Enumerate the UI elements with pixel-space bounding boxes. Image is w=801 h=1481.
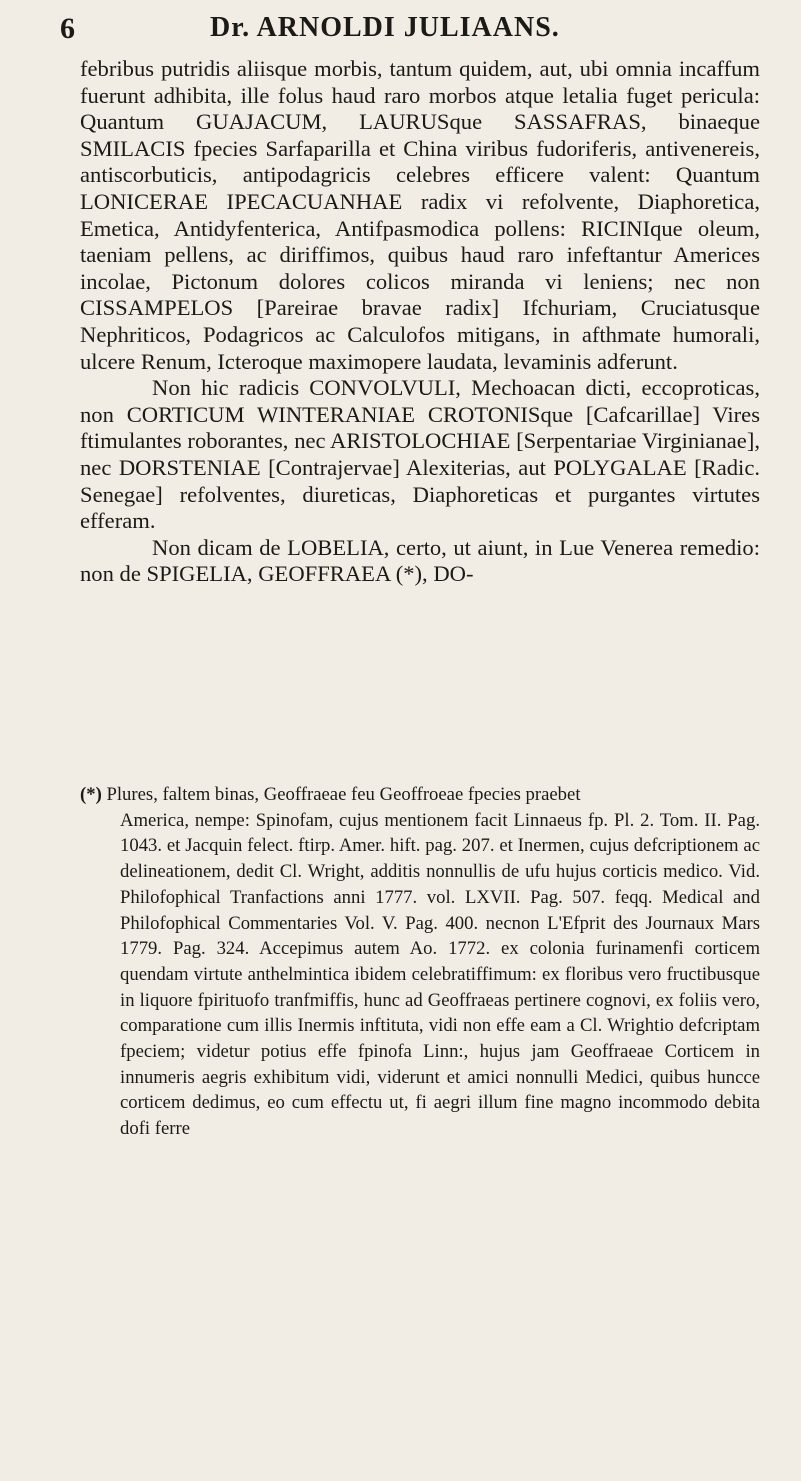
footnote-line-1: Plures, faltem binas, Geoffraeae feu Geoffroeae fpecies praebet bbox=[106, 784, 581, 805]
paragraph-2: Non hic radicis CONVOLVULI, Mechoacan dicti, eccoproticas, non CORTICUM WINTERANIAE CROTONISque [Cafcarillae] Vires ftimulantes roborantes, nec ARISTOLOCHIAE [Serpentariae Virginianae], nec DORSTENIAE [Contrajervae] Alexiterias, aut POLYGALAE [Radic. Senegae] refolventes, diureticas, Diaphoreticas et purgantes virtutes efferam. bbox=[80, 375, 760, 534]
running-head: Dr. ARNOLDI JULIAANS. bbox=[210, 12, 560, 43]
footnote-first-line bbox=[80, 782, 760, 808]
footnote bbox=[80, 782, 760, 1142]
paragraph-1: febribus putridis aliisque morbis, tantum quidem, aut, ubi omnia incaffum fuerunt adhibita, ille folus haud raro morbos atque letalia fuget pericula: Quantum GUAJACUM, LAURUSque SASSAFRAS, binaeque SMILACIS fpecies Sarfaparilla et China viribus fudoriferis, antivenereis, antiscorbuticis, antipodagricis celebres efficere valent: Quantum LONICERAE IPECACUANHAE radix vi refolvente, Diaphoretica, Emetica, Antidyfenterica, Antifpasmodica pollens: RICINIque oleum, taeniam pellens, ac diriffimos, quibus haud raro infeftantur Americes incolae, Pictonum dolores colicos miranda vi leniens; nec non CISSAMPELOS [Pareirae bravae radix] Ifchuriam, Cruciatusque Nephriticos, Podagricos ac Calculofos mitigans, in afthmate humorali, ulcere Renum, Icteroque maximopere laudata, levaminis adferunt. bbox=[80, 56, 760, 374]
footnote-body: America, nempe: Spinofam, cujus mentionem facit Linnaeus fp. Pl. 2. Tom. II. Pag. 1043. et Jacquin felect. ftirp. Amer. hift. pag. 207. et Inermen, cujus defcriptionem ac delineationem, dedit Cl. Wright, additis nonnullis de ufu hujus corticis medico. Vid. Philofophical Tranfactions anni 1777. vol. LXVII. Pag. 507. feqq. Medical and Philofophical Commentaries Vol. V. Pag. 400. necnon L'Efprit des Journaux Mars 1779. Pag. 324. Accepimus autem Ao. 1772. ex colonia furinamenfi corticem quendam virtute anthelmintica ibidem celebratiffimum: ex floribus vero fructibusque in liquore fpirituofo tranfmiffis, hunc ad Geoffraeas pertinere cognovi, ex foliis vero, comparatione cum illis Inermis inftituta, vidi non effe eam a Cl. Wrightio defcriptam fpeciem; videtur potius effe fpinofa Linn:, hujus jam Geoffraeae Corticem in innumeris aegris exhibitum vidi, viderunt et amici nonnulli Medici, quibus huncce corticem dedimus, eo cum effectu ut, fi aegri illum fine magno incommodo debita dofi ferre bbox=[120, 809, 760, 1140]
paragraph-3: Non dicam de LOBELIA, certo, ut aiunt, in Lue Venerea remedio: non de SPIGELIA, GEOFFRAEA (*), DO- bbox=[80, 534, 760, 587]
main-text bbox=[80, 56, 760, 588]
page-number: 6 bbox=[60, 12, 75, 45]
footnote-marker: (*) bbox=[80, 784, 102, 805]
page-header bbox=[60, 8, 760, 48]
